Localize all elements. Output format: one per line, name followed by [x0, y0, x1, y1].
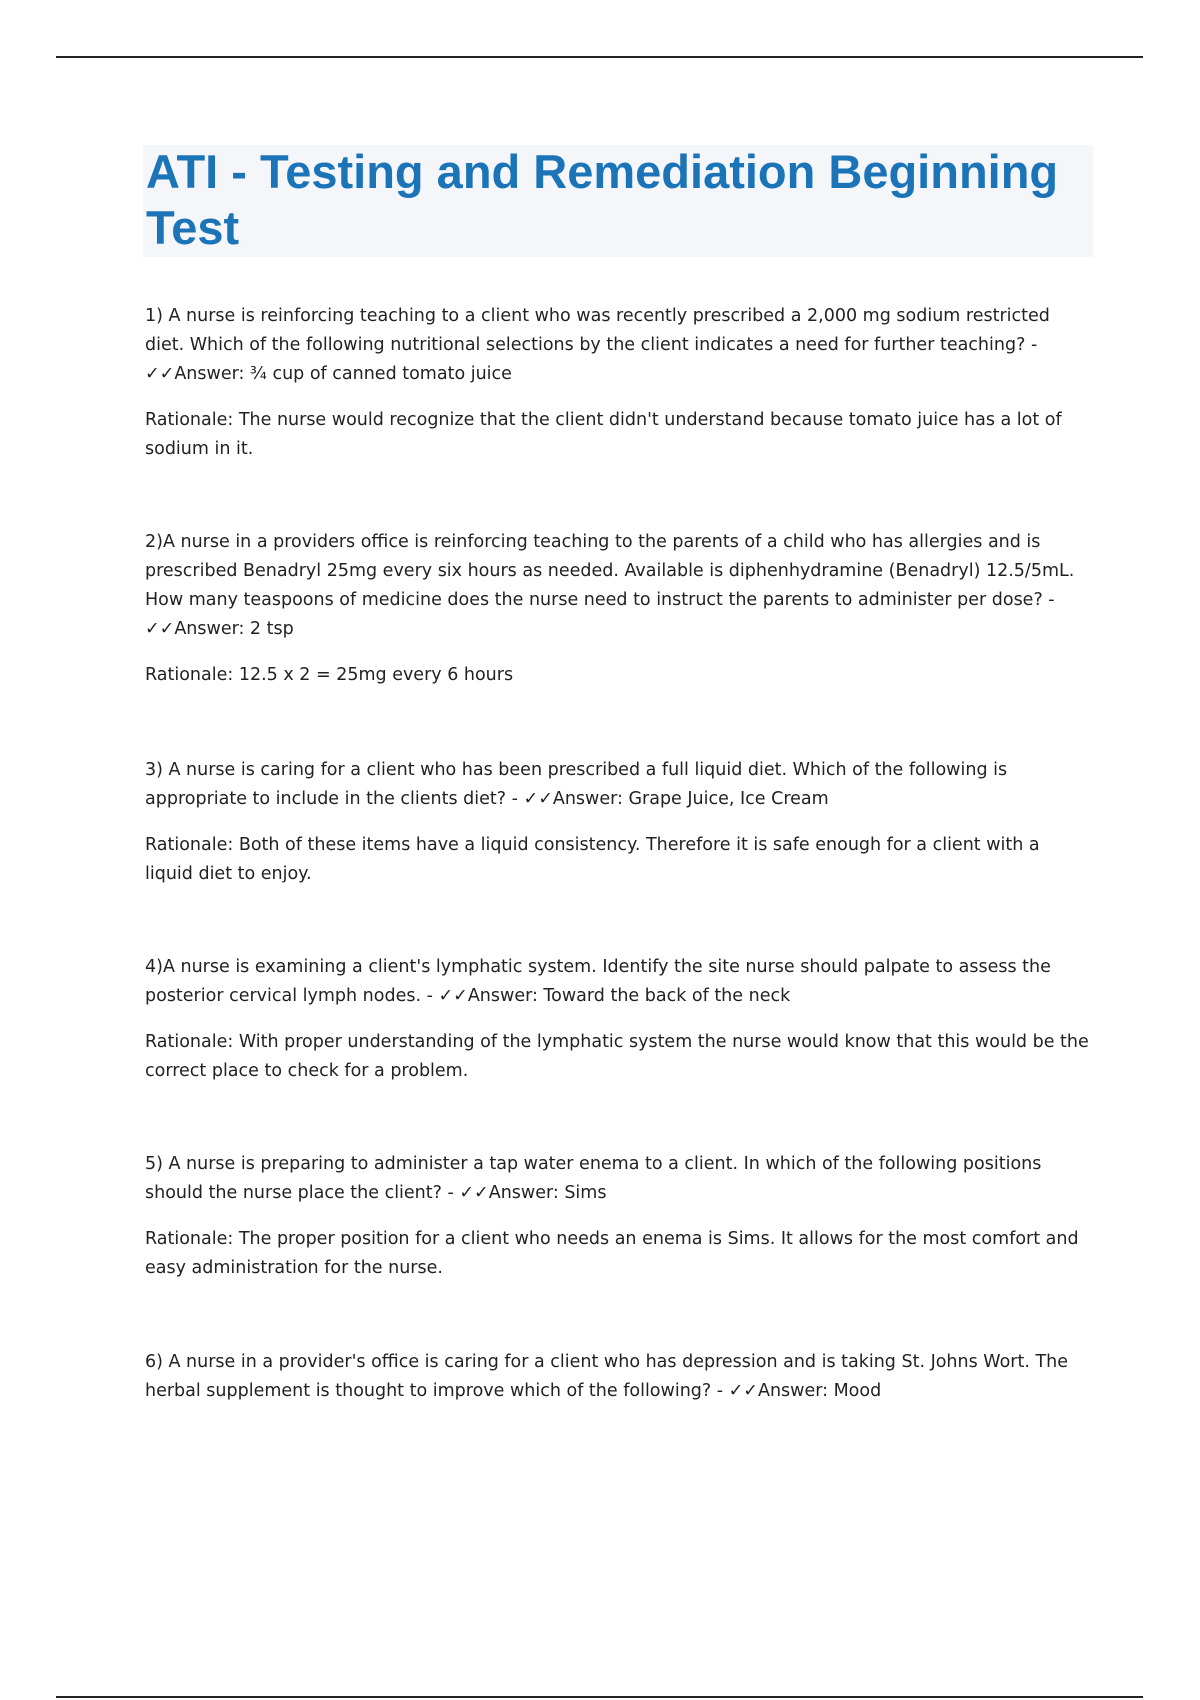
question-block-4 — [145, 953, 1090, 1086]
rationale-text-3: Rationale: Both of these items have a liquid consistency. Therefore it is safe enough for a client with a liquid diet to enjoy. — [145, 835, 1040, 884]
answer-text-2: Answer: 2 tsp — [174, 619, 294, 639]
rationale-text-1: Rationale: The nurse would recognize that the client didn't understand because tomato juice has a lot of sodium in it. — [145, 410, 1062, 459]
question-block-1 — [145, 302, 1090, 464]
double-check-icon: ✓✓ — [523, 789, 553, 809]
question-block-6 — [145, 1348, 1090, 1406]
answer-text-3: Answer: Grape Juice, Ice Cream — [552, 789, 829, 809]
question-text-1: 1) A nurse is reinforcing teaching to a client who was recently prescribed a 2,000 mg sodium restricted diet. Which of the following nutritional selections by the client indicates a need for further teaching? - ✓✓Answer: ¾ cup of canned tomato juice — [145, 306, 1050, 384]
rationale-text-2: Rationale: 12.5 x 2 = 25mg every 6 hours — [145, 665, 514, 685]
question-text-3: 3) A nurse is caring for a client who has been prescribed a full liquid diet. Which of the following is appropriate to include in the clients diet? - ✓✓Answer: Grape Juice, Ice Cream — [145, 760, 1008, 809]
bottom-rule — [56, 1696, 1143, 1698]
answer-text-4: Answer: Toward the back of the neck — [467, 986, 791, 1006]
question-text-2: 2)A nurse in a providers office is reinforcing teaching to the parents of a child who has allergies and is prescribed Benadryl 25mg every six hours as needed. Available is diphenhydramine (Benadryl) 12.5/5mL. How many teaspoons of medicine does the nurse need to instruct the parents to administer per dose? - ✓✓Answer: 2 tsp — [145, 532, 1075, 639]
double-check-icon: ✓✓ — [145, 364, 175, 384]
question-text-6: 6) A nurse in a provider's office is caring for a client who has depression and is taking St. Johns Wort. The herbal supplement is thought to improve which of the following? - ✓✓Answer: Mood — [145, 1352, 1069, 1401]
question-block-3 — [145, 756, 1090, 889]
question-text-5: 5) A nurse is preparing to administer a tap water enema to a client. In which of the following positions should the nurse place the client? - ✓✓Answer: Sims — [145, 1154, 1042, 1203]
double-check-icon: ✓✓ — [459, 1183, 489, 1203]
page-title: ATI - Testing and Remediation Beginning Test — [146, 145, 1059, 254]
rationale-text-4: Rationale: With proper understanding of the lymphatic system the nurse would know that this would be the correct place to check for a problem. — [145, 1032, 1089, 1081]
question-text-4: 4)A nurse is examining a client's lymphatic system. Identify the site nurse should palpate to assess the posterior cervical lymph nodes. - ✓✓Answer: Toward the back of the neck — [145, 957, 1051, 1006]
rationale-text-5: Rationale: The proper position for a client who needs an enema is Sims. It allows for the most comfort and easy administration for the nurse. — [145, 1229, 1079, 1278]
double-check-icon: ✓✓ — [438, 986, 468, 1006]
question-block-2 — [145, 528, 1090, 690]
answer-text-5: Answer: Sims — [488, 1183, 607, 1203]
question-block-5 — [145, 1150, 1090, 1283]
top-rule — [56, 56, 1143, 58]
double-check-icon: ✓✓ — [728, 1381, 758, 1401]
answer-text-1: Answer: ¾ cup of canned tomato juice — [174, 364, 512, 384]
answer-text-6: Answer: Mood — [757, 1381, 882, 1401]
double-check-icon: ✓✓ — [145, 619, 175, 639]
